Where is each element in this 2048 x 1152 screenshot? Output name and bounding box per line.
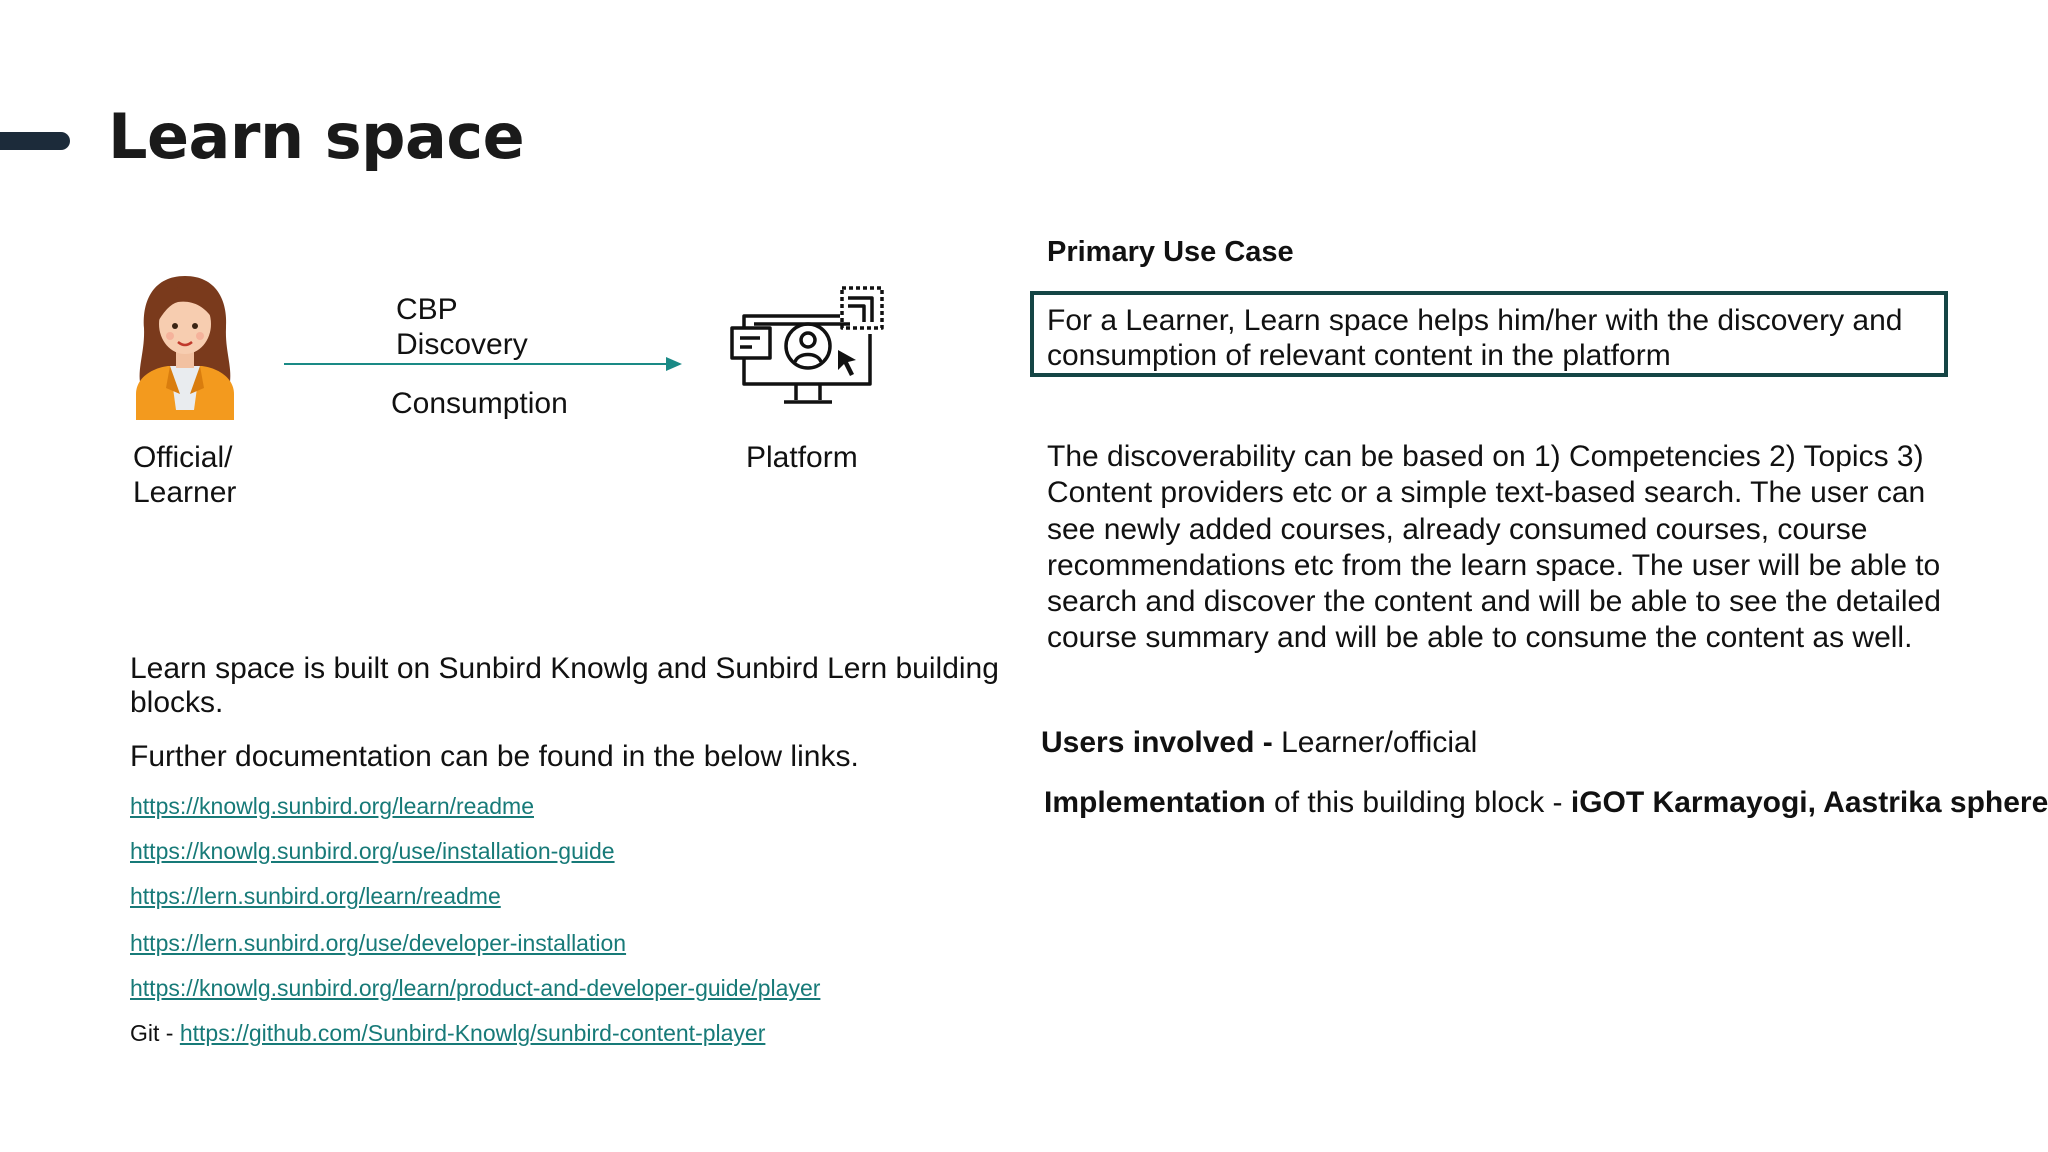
doc-link-knowlg-installation[interactable]: https://knowlg.sunbird.org/use/installation-guide bbox=[130, 838, 615, 864]
git-repo-link[interactable]: https://github.com/Sunbird-Knowlg/sunbird-content-player bbox=[179, 1020, 766, 1046]
built-on-paragraph: Learn space is built on Sunbird Knowlg and Sunbird Lern building blocks. bbox=[130, 652, 999, 719]
implementation-label: Implementation bbox=[1044, 786, 1266, 819]
git-prefix: Git - bbox=[130, 1020, 174, 1046]
cbp-discovery-label: CBP Discovery bbox=[396, 293, 528, 361]
discoverability-paragraph: The discoverability can be based on 1) Competencies 2) Topics 3) Content providers etc or a simple text-based search. The user can see newly added courses, already consumed courses, course recommendations etc from the learn space. The user will be able to search and discover the content and will be able to see the detailed course summary and will be able to consume the content as well. bbox=[1047, 440, 1941, 655]
git-line bbox=[130, 1020, 765, 1047]
implementation-value: iGOT Karmayogi, Aastrika sphere bbox=[1570, 786, 2048, 819]
slide-title: Learn space bbox=[108, 100, 525, 173]
use-case-text: For a Learner, Learn space helps him/her with the discovery and consumption of relevant content in the platform bbox=[1047, 304, 1903, 372]
users-involved-line bbox=[1041, 726, 1477, 760]
doc-link-knowlg-readme[interactable]: https://knowlg.sunbird.org/learn/readme bbox=[130, 793, 534, 819]
platform-label: Platform bbox=[746, 441, 858, 474]
title-accent-bar bbox=[0, 132, 70, 150]
users-value: Learner/official bbox=[1281, 726, 1478, 759]
flow-arrow bbox=[284, 352, 684, 376]
doc-link-knowlg-player-guide[interactable]: https://knowlg.sunbird.org/learn/product-and-developer-guide/player bbox=[130, 975, 821, 1001]
implementation-line bbox=[1044, 786, 2048, 820]
users-label: Users involved - bbox=[1041, 726, 1273, 759]
doc-link-lern-developer-installation[interactable]: https://lern.sunbird.org/use/developer-installation bbox=[130, 930, 627, 956]
computer-user-profile-icon bbox=[730, 284, 890, 414]
doc-link-lern-readme[interactable]: https://lern.sunbird.org/learn/readme bbox=[130, 883, 501, 909]
learner-label: Official/ Learner bbox=[133, 441, 237, 509]
woman-avatar-icon bbox=[126, 270, 244, 420]
further-documentation-text: Further documentation can be found in the below links. bbox=[130, 740, 859, 773]
primary-use-case-heading: Primary Use Case bbox=[1047, 236, 1294, 268]
implementation-middle: of this building block - bbox=[1274, 786, 1563, 819]
consumption-label: Consumption bbox=[391, 387, 568, 420]
